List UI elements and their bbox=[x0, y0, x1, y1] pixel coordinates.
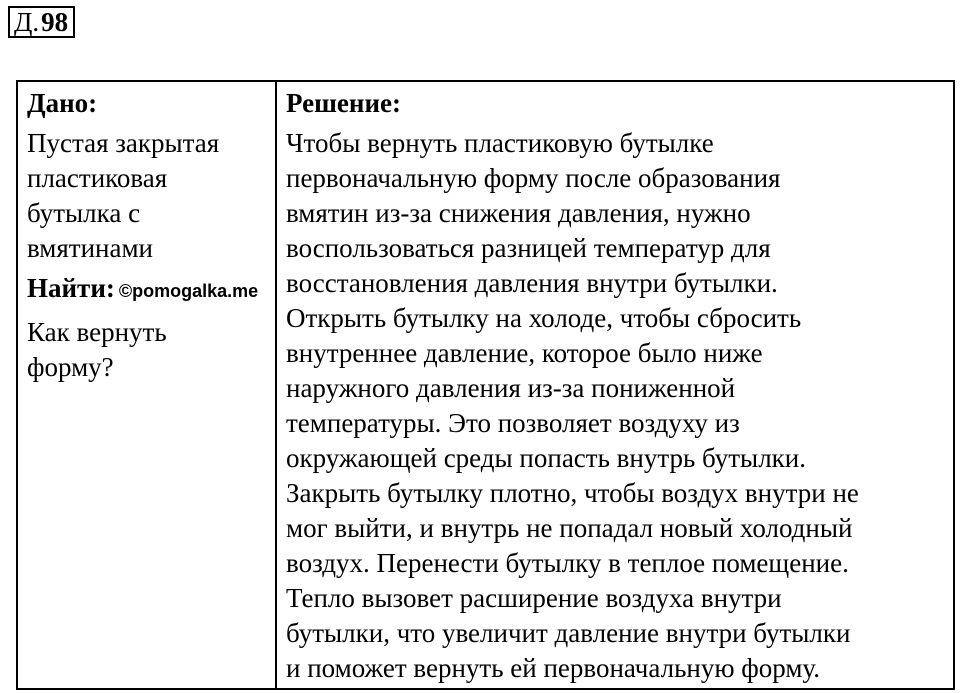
task-number-value: 98 bbox=[41, 6, 69, 37]
given-column bbox=[27, 86, 271, 385]
given-line: пластиковая bbox=[27, 163, 168, 193]
given-line: вмятинами bbox=[27, 233, 154, 263]
solution-line: Тепло вызовет расширение воздуха внутри bbox=[286, 583, 782, 613]
solution-line: Чтобы вернуть пластиковую бутылке bbox=[286, 128, 714, 158]
find-line: форму? bbox=[27, 352, 114, 382]
solution-line: температуры. Это позволяет воздуху из bbox=[286, 408, 740, 438]
solution-line: наружного давления из-за пониженной bbox=[286, 373, 736, 403]
solution-line: восстановления давления внутри бутылки. bbox=[286, 268, 778, 298]
find-heading: Найти: bbox=[27, 273, 115, 303]
solution-column bbox=[286, 86, 950, 686]
find-heading-row bbox=[27, 271, 271, 309]
solution-line: мог выйти, и внутрь не попадал новый холодный bbox=[286, 513, 853, 543]
task-number-box bbox=[8, 6, 75, 38]
watermark: ©pomogalka.me bbox=[118, 281, 259, 301]
solution-line: вмятин из-за снижения давления, нужно bbox=[286, 198, 751, 228]
given-line: Пустая закрытая bbox=[27, 128, 220, 158]
solution-heading: Решение: bbox=[286, 88, 401, 118]
solution-table bbox=[16, 80, 955, 690]
solution-line: окружающей среды попасть внутрь бутылки. bbox=[286, 443, 806, 473]
task-number-prefix: Д. bbox=[14, 6, 40, 37]
given-heading: Дано: bbox=[27, 88, 98, 118]
solution-line: и поможет вернуть ей первоначальную форму. bbox=[286, 653, 820, 683]
given-line: бутылка с bbox=[27, 198, 141, 228]
solution-line: Закрыть бутылку плотно, чтобы воздух внутри не bbox=[286, 478, 859, 508]
solution-line: воспользоваться разницей температур для bbox=[286, 233, 771, 263]
column-divider bbox=[275, 82, 277, 688]
solution-line: первоначальную форму после образования bbox=[286, 163, 781, 193]
solution-line: воздух. Перенести бутылку в теплое помещение. bbox=[286, 548, 849, 578]
solution-line: бутылки, что увеличит давление внутри бутылки bbox=[286, 618, 851, 648]
solution-line: Открыть бутылку на холоде, чтобы сбросить bbox=[286, 303, 802, 333]
solution-line: внутреннее давление, которое было ниже bbox=[286, 338, 763, 368]
find-line: Как вернуть bbox=[27, 317, 167, 347]
